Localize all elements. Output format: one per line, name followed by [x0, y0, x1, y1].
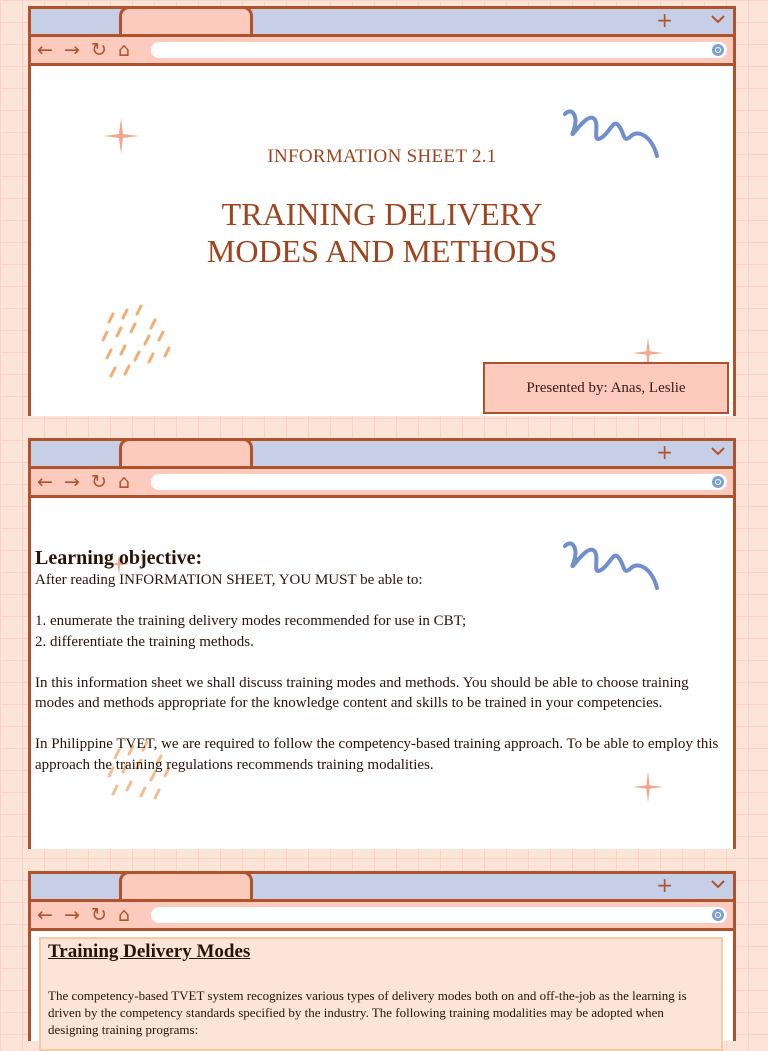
home-icon[interactable]: ⌂: [118, 471, 131, 493]
search-icon[interactable]: [712, 44, 724, 56]
title-line-1: TRAINING DELIVERY: [221, 196, 543, 232]
home-icon[interactable]: ⌂: [118, 39, 131, 61]
back-arrow-icon[interactable]: ←: [37, 471, 53, 493]
content-panel: [39, 937, 723, 1051]
address-bar[interactable]: [151, 474, 727, 490]
address-bar[interactable]: [151, 42, 727, 58]
paragraph: In this information sheet we shall discuss training modes and methods. You should be able to choose training modes and methods appropriate for the knowledge content and skills to be trained in your competencies.: [35, 674, 689, 711]
slide-title: [31, 196, 733, 270]
chevron-down-icon[interactable]: [709, 874, 727, 894]
objective-item: 2. differentiate the training methods.: [35, 633, 254, 650]
slide-content: [31, 931, 733, 1041]
forward-arrow-icon[interactable]: →: [64, 39, 80, 61]
browser-tab[interactable]: [119, 6, 253, 34]
browser-toolbar: [31, 902, 733, 931]
reload-icon[interactable]: ↻: [91, 39, 107, 61]
reload-icon[interactable]: ↻: [91, 904, 107, 926]
paragraph: In Philippine TVET, we are required to follow the competency-based training approach. To be able to employ this approach the training regulations recommends training modalities.: [35, 736, 719, 773]
slide-window-title: [28, 6, 736, 416]
objective-item: 1. enumerate the training delivery modes recommended for use in CBT;: [35, 613, 467, 629]
section-heading: Training Delivery Modes: [48, 941, 251, 962]
title-line-2: MODES AND METHODS: [206, 233, 558, 269]
objective-heading: Learning objective:: [35, 547, 203, 569]
browser-titlebar: [31, 874, 733, 902]
home-icon[interactable]: ⌂: [118, 904, 131, 926]
search-icon[interactable]: [712, 909, 724, 921]
reload-icon[interactable]: ↻: [91, 471, 107, 493]
forward-arrow-icon[interactable]: →: [64, 904, 80, 926]
chevron-down-icon[interactable]: [709, 9, 727, 29]
back-arrow-icon[interactable]: ←: [37, 904, 53, 926]
back-arrow-icon[interactable]: ←: [37, 39, 53, 61]
browser-titlebar: [31, 9, 733, 37]
slide-window-delivery-modes: [28, 871, 736, 1041]
objective-text: [35, 546, 723, 775]
browser-tab[interactable]: [119, 871, 253, 899]
browser-titlebar: [31, 441, 733, 469]
dash-pattern-decoration: [99, 302, 179, 382]
slide-content: [31, 498, 733, 849]
chevron-down-icon[interactable]: [709, 441, 727, 461]
sparkle-icon: [631, 770, 665, 804]
objective-intro: After reading INFORMATION SHEET, YOU MUST be able to:: [35, 572, 423, 588]
slide-subtitle: INFORMATION SHEET 2.1: [267, 146, 497, 167]
browser-tab[interactable]: [119, 438, 253, 466]
address-bar[interactable]: [151, 907, 727, 923]
squiggle-icon: [561, 104, 661, 164]
presenter-box: Presented by: Anas, Leslie: [483, 362, 729, 414]
new-tab-plus-icon[interactable]: +: [656, 440, 673, 464]
sparkle-icon: [101, 116, 141, 156]
browser-toolbar: [31, 469, 733, 498]
browser-toolbar: [31, 37, 733, 66]
slide-content: [31, 66, 733, 416]
search-icon[interactable]: [712, 476, 724, 488]
forward-arrow-icon[interactable]: →: [64, 471, 80, 493]
new-tab-plus-icon[interactable]: +: [656, 873, 673, 897]
new-tab-plus-icon[interactable]: +: [656, 8, 673, 32]
slide-window-objective: [28, 438, 736, 849]
paragraph: The competency-based TVET system recognizes various types of delivery modes both on and off-the-job as the learning is driven by the competency standards specified by the industry. The following training modalities may be adopted when designing training programs:: [48, 988, 687, 1037]
